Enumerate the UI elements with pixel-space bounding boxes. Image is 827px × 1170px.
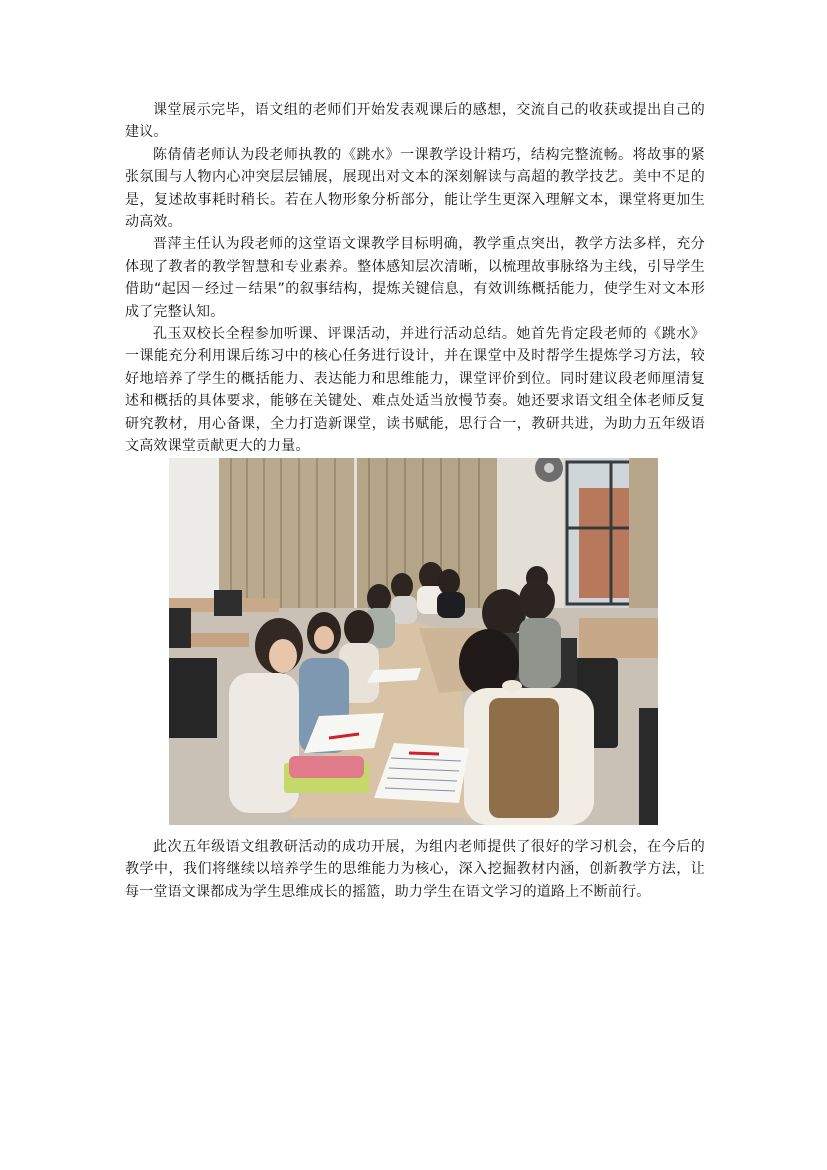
- article-body-top: [125, 99, 705, 458]
- paragraph-4: 孔玉双校长全程参加听课、评课活动，并进行活动总结。她首先肯定段老师的《跳水》一课能充分利用课后练习中的核心任务进行设计，并在课堂中及时帮学生提炼学习方法，较好地培养了学生的概括能力、表达能力和思维能力，课堂评价到位。同时建议段老师厘清复述和概括的具体要求，能够在关键处、难点处适当放慢节奏。她还要求语文组全体老师反复研究教材，用心备课，全力打造新课堂，读书赋能，思行合一，教研共进，为助力五年级语文高效课堂贡献更大的力量。: [125, 326, 705, 455]
- paragraph-1: 课堂展示完毕，语文组的老师们开始发表观课后的感想，交流自己的收获或提出自己的建议。: [125, 102, 705, 141]
- paragraph-5: 此次五年级语文组教研活动的成功开展，为组内老师提供了很好的学习机会，在今后的教学中，我们将继续以培养学生的思维能力为核心，深入挖掘教材内涵，创新教学方法，让每一堂语文课都成为学生思维成长的摇篮，助力学生在语文学习的道路上不断前行。: [125, 839, 705, 900]
- classroom-meeting-photo: [169, 458, 658, 825]
- paragraph-3: 晋萍主任认为段老师的这堂语文课教学目标明确，教学重点突出，教学方法多样，充分体现了教者的教学智慧和专业素养。整体感知层次清晰，以梳理故事脉络为主线，引导学生借助“起因－经过－结果”的叙事结构，提炼关键信息，有效训练概括能力，使学生对文本形成了完整认知。: [125, 236, 705, 320]
- article-body-bottom: [125, 836, 705, 903]
- paragraph-2: 陈倩倩老师认为段老师执教的《跳水》一课教学设计精巧，结构完整流畅。将故事的紧张氛围与人物内心冲突层层铺展，展现出对文本的深刻解读与高超的教学技艺。美中不足的是，复述故事耗时稍长。若在人物形象分析部分，能让学生更深入理解文本，课堂将更加生动高效。: [125, 146, 705, 231]
